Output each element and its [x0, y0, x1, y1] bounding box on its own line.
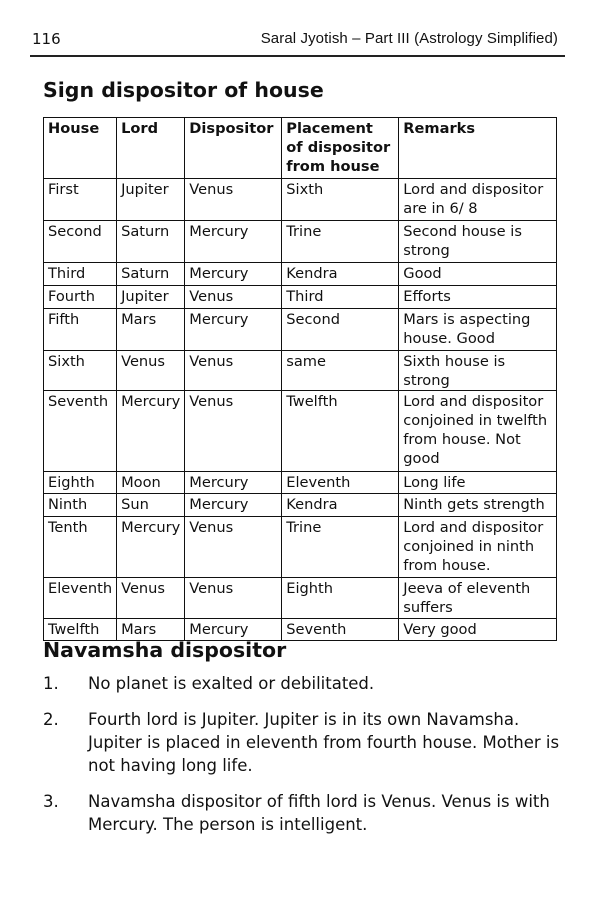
house-cell: Fifth [44, 309, 117, 351]
remarks-cell: Mars is aspecting house. Good [399, 309, 557, 351]
placement-cell: Eleventh [282, 472, 399, 494]
table-row [44, 309, 557, 351]
list-item [43, 708, 563, 777]
dispositor-cell: Mercury [185, 221, 282, 263]
lord-cell: Moon [117, 472, 185, 494]
lord-cell: Mars [117, 619, 185, 641]
col-remarks: Remarks [399, 118, 557, 179]
table-header-row [44, 118, 557, 179]
remarks-cell: Sixth house is strong [399, 351, 557, 391]
placement-cell: Eighth [282, 578, 399, 619]
remarks-cell: Lord and dispositor conjoined in ninth from house. [399, 517, 557, 578]
lord-cell: Saturn [117, 221, 185, 263]
house-cell: Tenth [44, 517, 117, 578]
lord-cell: Sun [117, 494, 185, 517]
lord-cell: Jupiter [117, 286, 185, 309]
house-cell: Fourth [44, 286, 117, 309]
table-row [44, 179, 557, 221]
dispositor-cell: Mercury [185, 263, 282, 286]
section-title-navamsha-dispositor: Navamsha dispositor [43, 638, 287, 662]
remarks-cell: Efforts [399, 286, 557, 309]
lord-cell: Saturn [117, 263, 185, 286]
dispositor-cell: Venus [185, 578, 282, 619]
dispositor-cell: Venus [185, 391, 282, 472]
lord-cell: Mercury [117, 517, 185, 578]
house-cell: Eleventh [44, 578, 117, 619]
numbered-list [43, 672, 563, 849]
list-number: 2. [43, 710, 59, 729]
col-lord: Lord [117, 118, 185, 179]
list-text: Fourth lord is Jupiter. Jupiter is in its own Navamsha. Jupiter is placed in eleventh from fourth house. Mother is not having long life. [88, 710, 560, 775]
list-text: No planet is exalted or debilitated. [88, 674, 375, 693]
section-title-sign-dispositor: Sign dispositor of house [43, 78, 324, 102]
house-cell: Second [44, 221, 117, 263]
table-row [44, 391, 557, 472]
placement-cell: Kendra [282, 494, 399, 517]
list-item [43, 672, 563, 695]
dispositor-table [43, 117, 557, 641]
col-house: House [44, 118, 117, 179]
remarks-cell: Good [399, 263, 557, 286]
lord-cell: Mars [117, 309, 185, 351]
table-row [44, 517, 557, 578]
house-cell: Third [44, 263, 117, 286]
house-cell: Sixth [44, 351, 117, 391]
remarks-cell: Long life [399, 472, 557, 494]
dispositor-cell: Venus [185, 286, 282, 309]
lord-cell: Mercury [117, 391, 185, 472]
col-placement: Placement of dispositor from house [282, 118, 399, 179]
list-number: 1. [43, 674, 59, 693]
placement-cell: Twelfth [282, 391, 399, 472]
remarks-cell: Jeeva of eleventh suffers [399, 578, 557, 619]
dispositor-cell: Mercury [185, 309, 282, 351]
placement-cell: Trine [282, 221, 399, 263]
lord-cell: Jupiter [117, 179, 185, 221]
table-row [44, 351, 557, 391]
remarks-cell: Lord and dispositor are in 6/ 8 [399, 179, 557, 221]
remarks-cell: Lord and dispositor conjoined in twelfth from house. Not good [399, 391, 557, 472]
dispositor-cell: Venus [185, 179, 282, 221]
table-row [44, 578, 557, 619]
dispositor-cell: Venus [185, 351, 282, 391]
running-header: Saral Jyotish – Part III (Astrology Simplified) [260, 30, 558, 47]
col-dispositor: Dispositor [185, 118, 282, 179]
remarks-cell: Ninth gets strength [399, 494, 557, 517]
dispositor-cell: Venus [185, 517, 282, 578]
table-row [44, 221, 557, 263]
house-cell: Eighth [44, 472, 117, 494]
dispositor-cell: Mercury [185, 494, 282, 517]
table-row [44, 286, 557, 309]
table-row [44, 472, 557, 494]
remarks-cell: Very good [399, 619, 557, 641]
placement-cell: Trine [282, 517, 399, 578]
list-item [43, 790, 563, 836]
placement-cell: Kendra [282, 263, 399, 286]
lord-cell: Venus [117, 351, 185, 391]
house-cell: Twelfth [44, 619, 117, 641]
list-text: Navamsha dispositor of fifth lord is Venus. Venus is with Mercury. The person is intelligent. [88, 792, 550, 834]
house-cell: Ninth [44, 494, 117, 517]
house-cell: First [44, 179, 117, 221]
house-cell: Seventh [44, 391, 117, 472]
placement-cell: Third [282, 286, 399, 309]
remarks-cell: Second house is strong [399, 221, 557, 263]
list-number: 3. [43, 792, 59, 811]
dispositor-cell: Mercury [185, 472, 282, 494]
dispositor-cell: Mercury [185, 619, 282, 641]
placement-cell: Sixth [282, 179, 399, 221]
table-row [44, 494, 557, 517]
page-number: 116 [32, 30, 61, 48]
placement-cell: same [282, 351, 399, 391]
header-rule [30, 55, 565, 57]
lord-cell: Venus [117, 578, 185, 619]
placement-cell: Seventh [282, 619, 399, 641]
placement-cell: Second [282, 309, 399, 351]
table-row [44, 263, 557, 286]
